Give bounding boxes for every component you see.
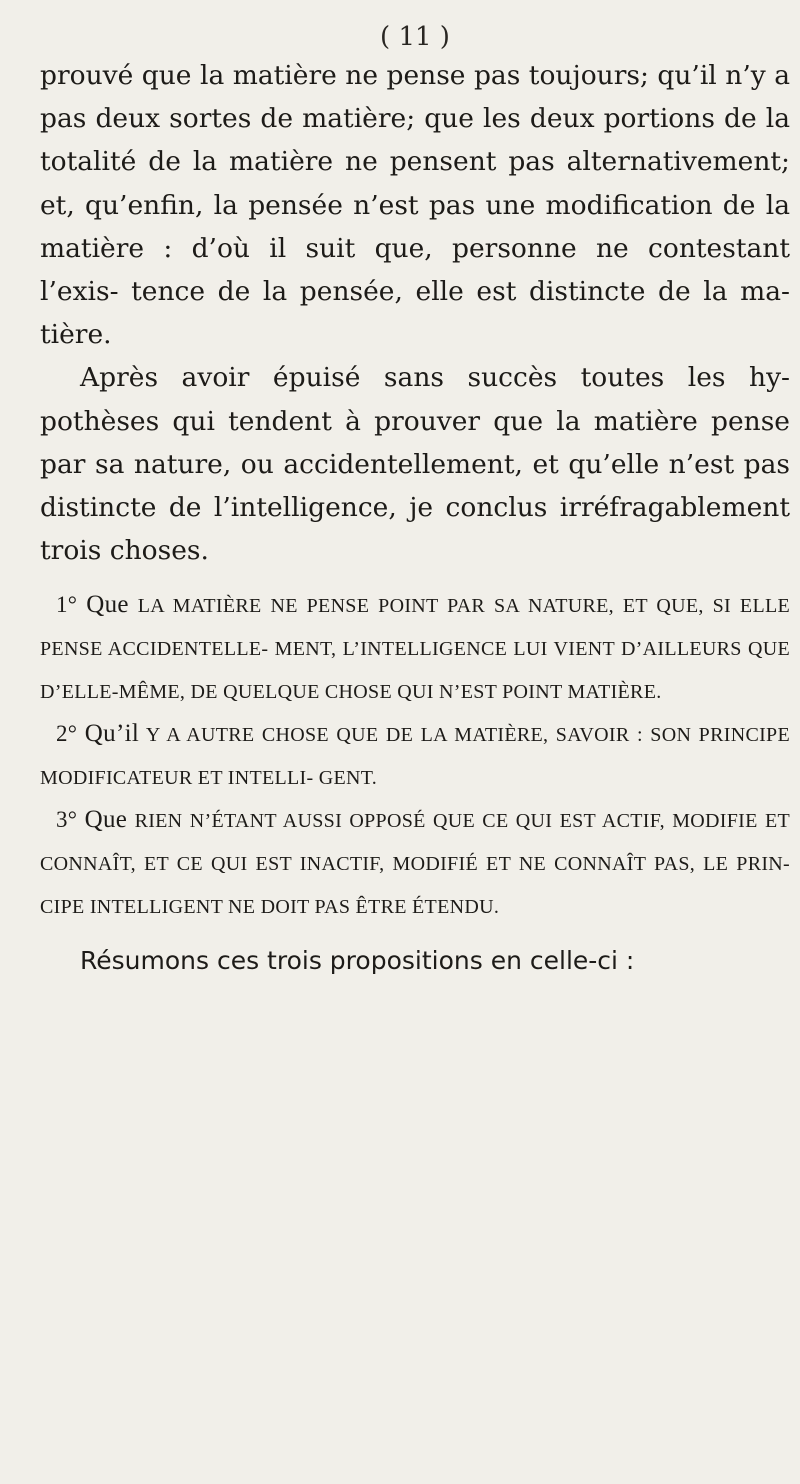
proposition-2 bbox=[40, 713, 790, 799]
proposition-3 bbox=[40, 799, 790, 928]
proposition-3-number: 3° bbox=[56, 807, 78, 833]
paragraph-continuation: prouvé que la matière ne pense pas toujours; qu’il n’y a pas deux sortes de matière; que les deux portions de la totalité de la matière ne pensent pas alternativement; et, qu’enfin, la pensée n’est pas une modification de la matière : d’où il suit que, personne ne contestant l’exis- tence de la pensée, elle est distincte de la ma- tière. bbox=[40, 60, 790, 351]
proposition-2-lead: Qu’il bbox=[84, 720, 140, 748]
paragraph-conclusion: Après avoir épuisé sans succès toutes les hy- pothèses qui tendent à prouver que la matière pense par sa nature, ou accidentellement, et qu’elle n’est pas distincte de l’intelligence, je conclus irréfragablement trois choses. bbox=[40, 362, 790, 567]
proposition-2-number: 2° bbox=[56, 721, 78, 747]
page-number: ( 11 ) bbox=[380, 22, 450, 52]
proposition-1-text: LA MATIÈRE NE PENSE POINT PAR SA NATURE, ET QUE, SI ELLE PENSE ACCIDENTELLE- MENT, L’INTELLIGENCE LUI VIENT D’AILLEURS QUE D’ELLE-MÊME, DE QUELQUE CHOSE QUI N’EST POINT MATIÈRE. bbox=[40, 595, 790, 703]
proposition-3-text: RIEN N’ÉTANT AUSSI OPPOSÉ QUE CE QUI EST ACTIF, MODIFIE ET CONNAÎT, ET CE QUI EST INACTIF, MODIFIÉ ET NE CONNAÎT PAS, LE PRIN- CIPE INTELLIGENT NE DOIT PAS ÊTRE ÉTENDU. bbox=[40, 810, 790, 918]
proposition-1-lead: Que bbox=[86, 591, 129, 619]
proposition-3-lead: Que bbox=[84, 806, 128, 834]
proposition-1 bbox=[40, 584, 790, 713]
closing-line: Résumons ces trois propositions en celle-ci : bbox=[80, 946, 635, 976]
proposition-1-number: 1° bbox=[56, 592, 78, 618]
proposition-2-text: Y A AUTRE CHOSE QUE DE LA MATIÈRE, SAVOIR : SON PRINCIPE MODIFICATEUR ET INTELLI- GENT. bbox=[40, 724, 790, 789]
book-page bbox=[40, 22, 790, 982]
